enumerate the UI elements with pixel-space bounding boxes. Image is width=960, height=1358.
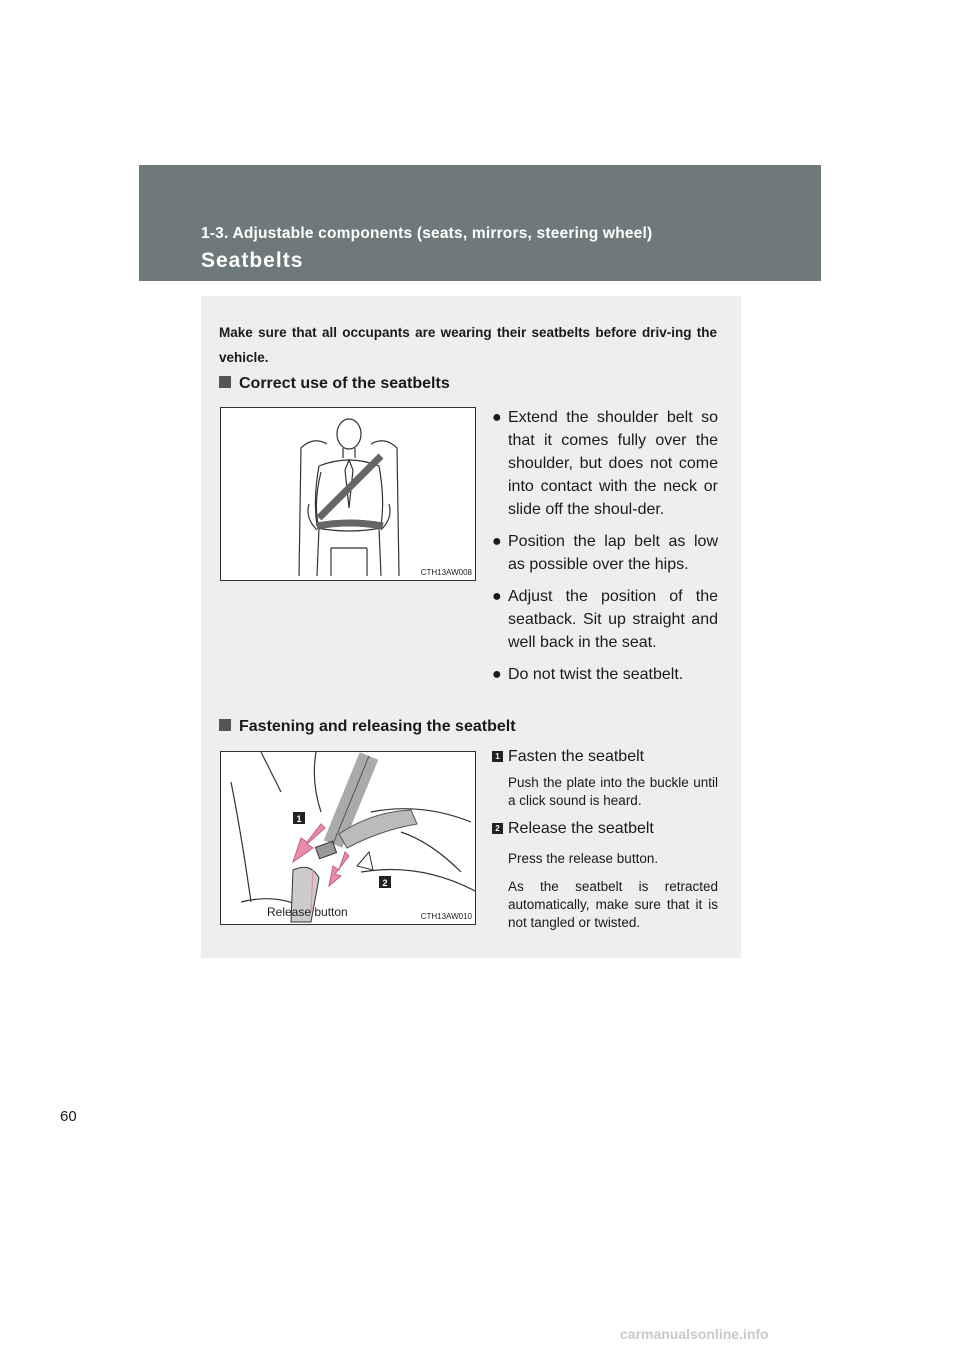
bullet-list-correct-use	[492, 406, 718, 695]
subheading-correct-use	[219, 375, 450, 393]
step-text: Press the release button.	[508, 851, 659, 866]
intro-text: Make sure that all occupants are wearing their seatbelts before driv-ing the vehicle.	[219, 325, 717, 365]
watermark: carmanualsonline.info	[620, 1326, 769, 1342]
figure-code: CTH13AW010	[420, 912, 472, 921]
seatbelt-buckle-illustration	[221, 752, 476, 925]
svg-text:2: 2	[382, 878, 388, 888]
round-bullet-icon: ●	[492, 409, 502, 426]
step-text: Push the plate into the buckle until a click sound is heard.	[508, 775, 718, 808]
subheading-fastening	[219, 718, 516, 736]
figure-code: CTH13AW008	[420, 568, 472, 577]
list-item: ● Do not twist the seatbelt.	[492, 663, 718, 686]
steps-fastening	[492, 746, 718, 932]
list-item: ● Adjust the position of the seatback. Sit up straight and well back in the seat.	[492, 585, 718, 654]
seated-occupant-illustration	[221, 408, 476, 581]
round-bullet-icon: ●	[492, 588, 502, 605]
section-header	[139, 165, 821, 281]
step-title: 2 Release the seatbelt	[492, 818, 718, 840]
subheading-text: Correct use of the seatbelts	[239, 375, 450, 392]
list-item: ● Position the lap belt as low as possible over the hips.	[492, 530, 718, 576]
round-bullet-icon: ●	[492, 666, 502, 683]
figure-seatbelt-buckle	[220, 751, 476, 925]
list-item: ● Extend the shoulder belt so that it comes fully over the shoulder, but does not come into contact with the neck or slide off the shoul-der.	[492, 406, 718, 521]
svg-text:1: 1	[296, 814, 302, 824]
square-bullet-icon	[219, 376, 231, 388]
round-bullet-icon: ●	[492, 533, 502, 550]
step-title: 1 Fasten the seatbelt	[492, 746, 718, 768]
section-title: 1-3. Adjustable components (seats, mirrors, steering wheel)	[201, 225, 653, 242]
page-number: 60	[60, 1108, 77, 1125]
step-text: As the seatbelt is retracted automatically, make sure that it is not tangled or twisted.	[508, 879, 718, 930]
square-bullet-icon	[219, 719, 231, 731]
subheading-text: Fastening and releasing the seatbelt	[239, 718, 516, 735]
step-2-icon: 2	[492, 823, 503, 834]
page-title: Seatbelts	[201, 249, 304, 272]
step-1-icon: 1	[492, 751, 503, 762]
release-button-label: Release button	[267, 905, 348, 919]
figure-seated-occupant	[220, 407, 476, 581]
